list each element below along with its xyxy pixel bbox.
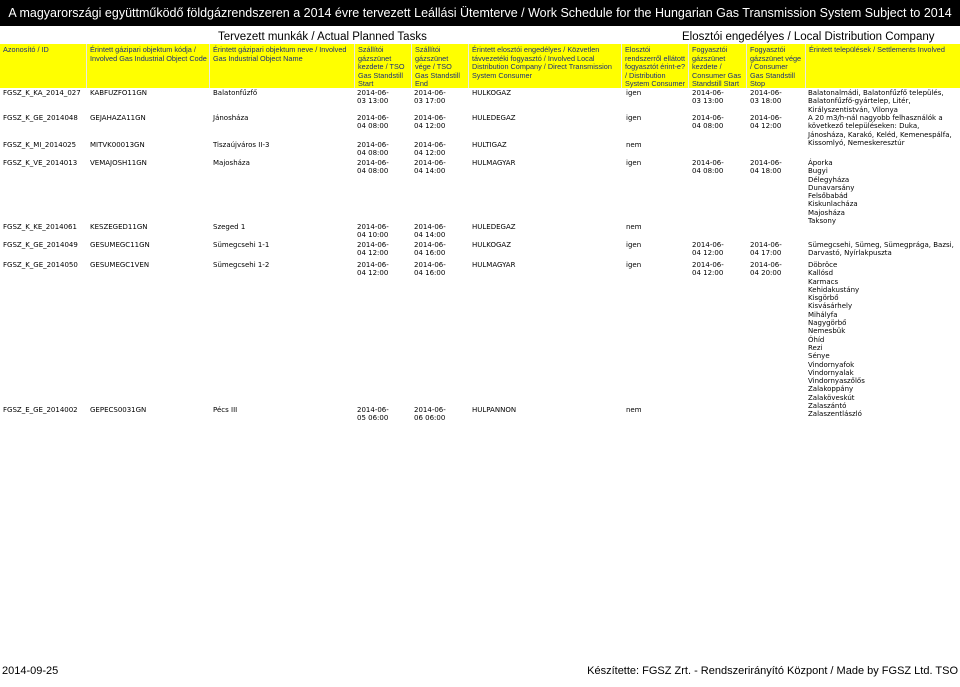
cell-consumer-involved: nem <box>626 406 642 414</box>
cell-tso-end: 2014-06-04 12:00 <box>414 114 446 131</box>
cell-object-name: Jánosháza <box>213 114 249 122</box>
cell-consumer-involved: igen <box>626 159 642 167</box>
cell-object-name: Szeged 1 <box>213 223 246 231</box>
cell-id: FGSZ_K_GE_2014048 <box>3 114 78 122</box>
footer-date: 2014-09-25 <box>2 665 59 677</box>
cell-tso-start: 2014-06-04 12:00 <box>357 261 389 278</box>
cell-ldc: HULKOGAZ <box>472 241 512 249</box>
cell-id: FGSZ_K_MI_2014025 <box>3 141 77 149</box>
header-consumer-end: Fogyasztói gázszünet vége / Consumer Gas Standstill Stop <box>747 44 805 88</box>
cell-ldc: HULMAGYAR <box>472 159 516 167</box>
cell-object-code: GESUMEGC11GN <box>90 241 150 249</box>
cell-object-name: Majosháza <box>213 159 250 167</box>
cell-object-name: Sümegcsehi 1-1 <box>213 241 270 249</box>
cell-consumer-involved: igen <box>626 89 642 97</box>
cell-ldc: HULKOGAZ <box>472 89 512 97</box>
header-object-code: Érintett gázipari objektum kódja / Involved Gas Industrial Object Code <box>87 44 209 88</box>
cell-id: FGSZ_K_KA_2014_027 <box>3 89 81 97</box>
cell-object-name: Sümegcsehi 1-2 <box>213 261 270 269</box>
page-footer <box>0 665 960 681</box>
cell-settlements: Áporka Bugyi Délegyháza Dunavarsány Felsőbabád Kiskunlacháza Majosháza Taksony <box>808 159 858 226</box>
cell-object-name: Tiszaújváros II-3 <box>213 141 270 149</box>
cell-object-code: GEJAHAZA11GN <box>90 114 146 122</box>
cell-settlements: Sümegcsehi, Sümeg, Sümegprága, Bazsi, Darvastó, Nyírlakpuszta <box>808 241 954 258</box>
cell-ldc: HULPANNON <box>472 406 517 414</box>
cell-tso-end: 2014-06-04 16:00 <box>414 241 446 258</box>
cell-tso-end: 2014-06-06 06:00 <box>414 406 446 423</box>
cell-tso-start: 2014-06-05 06:00 <box>357 406 389 423</box>
cell-consumer-end: 2014-06-03 18:00 <box>750 89 782 106</box>
cell-id: FGSZ_E_GE_2014002 <box>3 406 78 414</box>
cell-ldc: HULEDEGAZ <box>472 223 516 231</box>
header-tso-start: Szállítói gázszünet kezdete / TSO Gas Standstill Start <box>355 44 411 88</box>
cell-consumer-end: 2014-06-04 12:00 <box>750 114 782 131</box>
cell-tso-start: 2014-06-04 12:00 <box>357 241 389 258</box>
cell-consumer-start: 2014-06-04 12:00 <box>692 261 724 278</box>
cell-ldc: HULTIGAZ <box>472 141 507 149</box>
cell-consumer-involved: igen <box>626 114 642 122</box>
cell-consumer-involved: nem <box>626 141 642 149</box>
cell-object-code: MITVK00013GN <box>90 141 145 149</box>
cell-tso-end: 2014-06-03 17:00 <box>414 89 446 106</box>
cell-consumer-start: 2014-06-04 08:00 <box>692 114 724 131</box>
cell-settlements: Balatonalmádi, Balatonfűzfő település, Balatonfűzfő-gyártelep, Litér, Királyszentistván, Vilonya <box>808 89 944 114</box>
cell-id: FGSZ_K_GE_2014049 <box>3 241 78 249</box>
cell-object-name: Pécs III <box>213 406 238 414</box>
footer-credit: Készítette: FGSZ Zrt. - Rendszerirányító Központ / Made by FGSZ Ltd. TSO <box>587 665 958 677</box>
cell-consumer-end: 2014-06-04 20:00 <box>750 261 782 278</box>
cell-tso-end: 2014-06-04 14:00 <box>414 159 446 176</box>
document-title: A magyarországi együttműködő földgázrendszeren a 2014 évre tervezett Leállási Ütemterve / Work Schedule for the Hungarian Gas Transmission System Subject to 2014 <box>0 0 960 26</box>
cell-tso-start: 2014-06-04 08:00 <box>357 141 389 158</box>
cell-consumer-end: 2014-06-04 18:00 <box>750 159 782 176</box>
cell-id: FGSZ_K_GE_2014050 <box>3 261 78 269</box>
cell-id: FGSZ_K_VE_2014013 <box>3 159 78 167</box>
header-settlements: Érintett települések / Settlements Involved <box>806 44 960 88</box>
cell-tso-start: 2014-06-04 10:00 <box>357 223 389 240</box>
cell-tso-start: 2014-06-04 08:00 <box>357 159 389 176</box>
cell-object-code: GEPECS0031GN <box>90 406 147 414</box>
table-header <box>0 44 960 88</box>
header-ldc: Érintett elosztói engedélyes / Közvetlen távvezetéki fogyasztó / Involved Local Distribution Company / Direct Transmission System Consumer <box>469 44 621 88</box>
header-tso-end: Szállítói gázszünet vége / TSO Gas Standstill End <box>412 44 468 88</box>
cell-tso-end: 2014-06-04 16:00 <box>414 261 446 278</box>
header-consumer-involved: Elosztói rendszerről ellátott fogyasztót érint-e? / Distribution System Consumer <box>622 44 688 88</box>
cell-object-code: VEMAJOSH11GN <box>90 159 147 167</box>
cell-consumer-end: 2014-06-04 17:00 <box>750 241 782 258</box>
header-id: Azonosító / ID <box>0 44 86 88</box>
cell-settlements: A 20 m3/h-nál nagyobb felhasználók a következő településeken: Duka, Jánosháza, Karakó, Keléd, Kemenespálfa, Kissomlyó, Nemeskeresztúr <box>808 114 952 147</box>
cell-tso-start: 2014-06-04 08:00 <box>357 114 389 131</box>
section-title-distribution: Elosztói engedélyes / Local Distribution Company <box>682 31 935 43</box>
cell-ldc: HULMAGYAR <box>472 261 516 269</box>
cell-ldc: HULEDEGAZ <box>472 114 516 122</box>
cell-object-code: KABFUZFO11GN <box>90 89 147 97</box>
cell-consumer-involved: igen <box>626 241 642 249</box>
cell-id: FGSZ_K_KE_2014061 <box>3 223 77 231</box>
cell-consumer-start: 2014-06-04 08:00 <box>692 159 724 176</box>
cell-consumer-start: 2014-06-04 12:00 <box>692 241 724 258</box>
cell-consumer-involved: nem <box>626 223 642 231</box>
cell-object-code: GESUMEGC1VEN <box>90 261 150 269</box>
header-object-name: Érintett gázipari objektum neve / Involved Gas Industrial Object Name <box>210 44 354 88</box>
header-consumer-start: Fogyasztói gázszünet kezdete / Consumer Gas Standstill Start <box>689 44 746 88</box>
section-title-planned: Tervezett munkák / Actual Planned Tasks <box>218 31 427 43</box>
cell-settlements: Döbröce Kallósd Karmacs Kehidakustány Kisgörbő Kisvásárhely Mihályfa Nagygörbő Nemesbük Óhíd Rezi Sénye Vindornyafok Vindornyalak Vindornyaszőlős Zalakoppány Zalaköveskút Zalaszántó Zalaszentlászló <box>808 261 865 419</box>
cell-tso-end: 2014-06-04 12:00 <box>414 141 446 158</box>
cell-consumer-start: 2014-06-03 13:00 <box>692 89 724 106</box>
cell-tso-end: 2014-06-04 14:00 <box>414 223 446 240</box>
cell-object-name: Balatonfűzfő <box>213 89 258 97</box>
cell-object-code: KESZEGED11GN <box>90 223 148 231</box>
cell-tso-start: 2014-06-03 13:00 <box>357 89 389 106</box>
cell-consumer-involved: igen <box>626 261 642 269</box>
